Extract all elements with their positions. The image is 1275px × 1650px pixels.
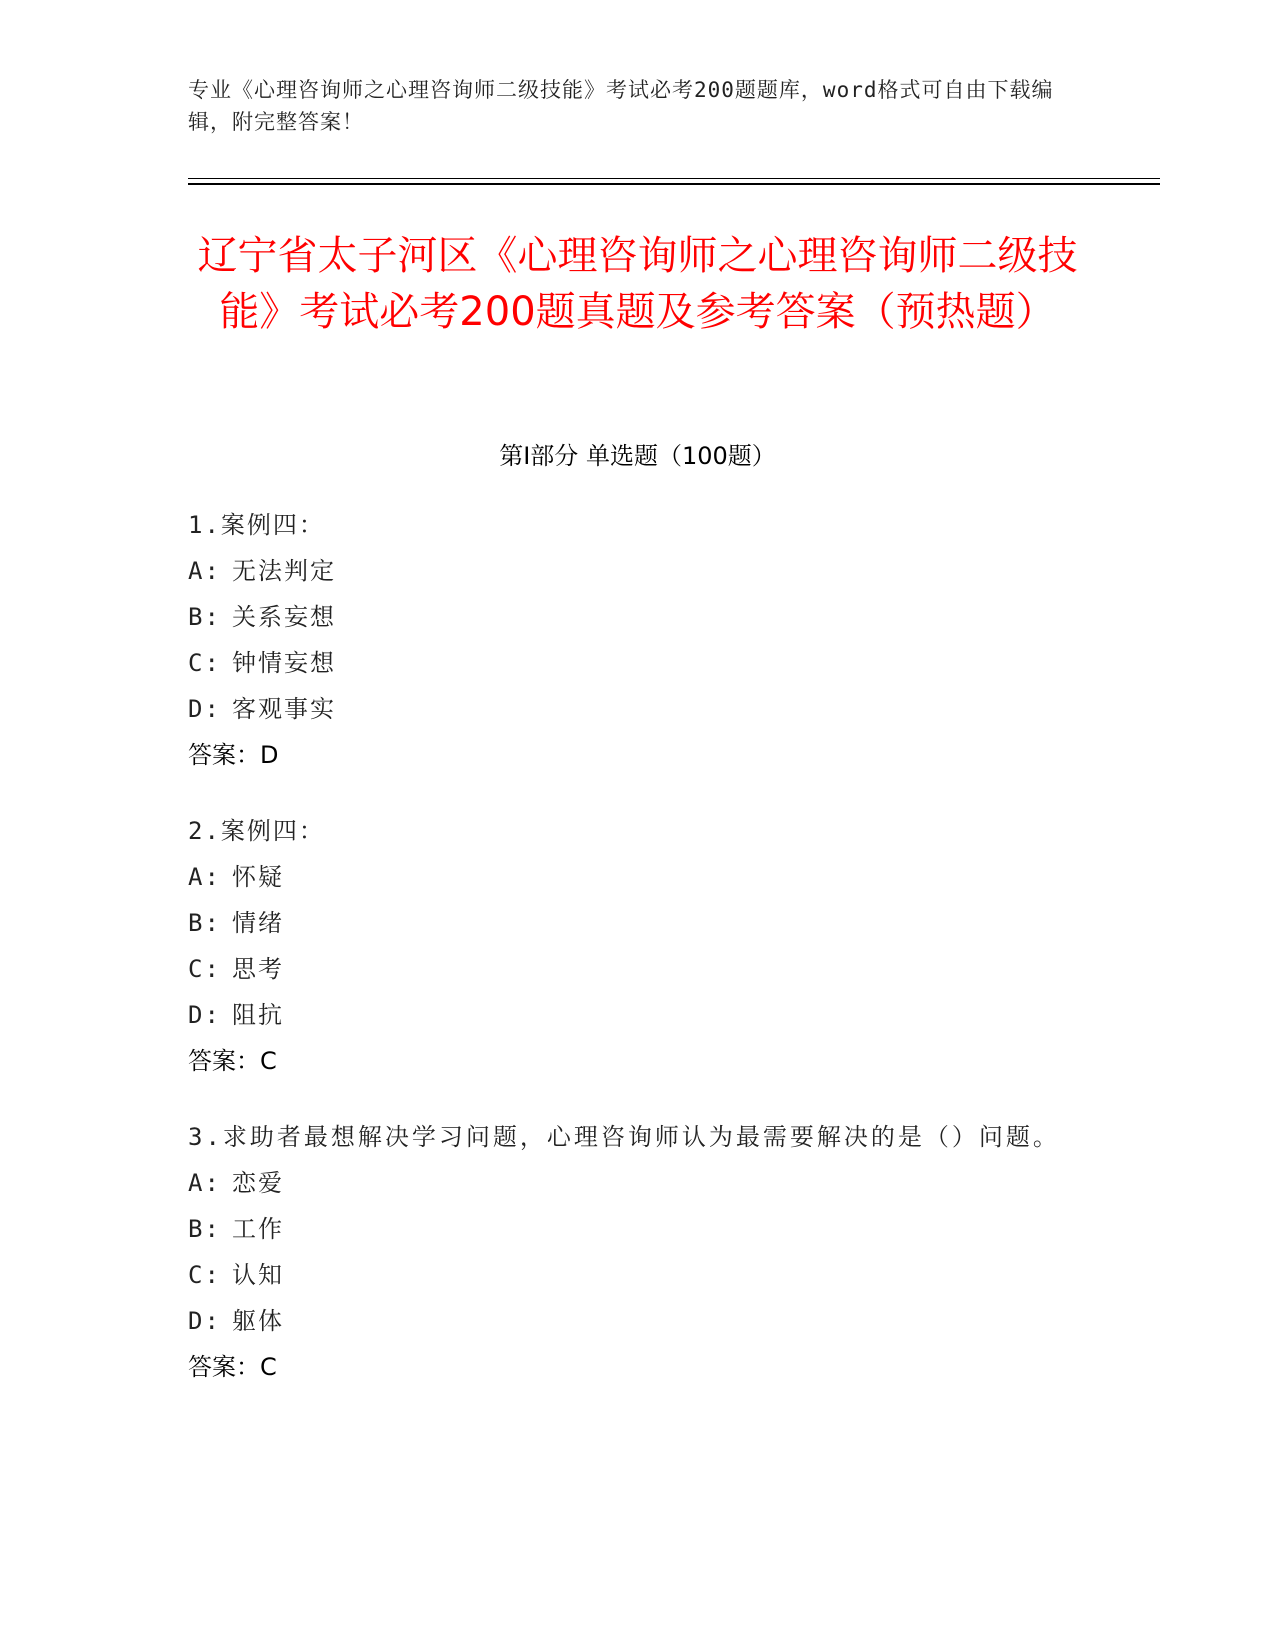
option-letter: A: [188, 1169, 221, 1197]
option-b [188, 900, 1068, 946]
option-text: 情绪 [232, 909, 284, 937]
option-c [188, 1252, 1068, 1298]
option-letter: D: [188, 1001, 221, 1029]
option-text: 阻抗 [232, 1001, 284, 1029]
question-3 [188, 1114, 1068, 1390]
option-text: 思考 [232, 955, 284, 983]
option-letter: C: [188, 649, 221, 677]
answer-line: 答案：C [188, 1353, 277, 1381]
option-text: 躯体 [232, 1307, 284, 1335]
option-text: 恋爱 [232, 1169, 284, 1197]
header-note: 专业《心理咨询师之心理咨询师二级技能》考试必考200题题库，word格式可自由下载编辑，附完整答案！ [188, 78, 1054, 134]
option-letter: D: [188, 695, 221, 723]
question-1 [188, 502, 1068, 778]
header-rule-thick [188, 183, 1160, 185]
option-d [188, 686, 1068, 732]
option-c [188, 640, 1068, 686]
option-text: 钟情妄想 [232, 649, 336, 677]
option-text: 客观事实 [232, 695, 336, 723]
option-text: 关系妄想 [232, 603, 336, 631]
option-letter: C: [188, 1261, 221, 1289]
option-a [188, 854, 1068, 900]
option-letter: B: [188, 603, 221, 631]
option-b [188, 1206, 1068, 1252]
section-heading: 第I部分 单选题（100题） [499, 442, 776, 470]
answer-line: 答案：C [188, 1047, 277, 1075]
option-letter: A: [188, 863, 221, 891]
option-text: 无法判定 [232, 557, 336, 585]
answer-line: 答案：D [188, 741, 279, 769]
question-2 [188, 808, 1068, 1084]
document-title: 辽宁省太子河区《心理咨询师之心理咨询师二级技能》考试必考200题真题及参考答案（预热题） [197, 233, 1078, 335]
option-d [188, 1298, 1068, 1344]
question-stem: 1.案例四： [188, 511, 325, 539]
option-a [188, 1160, 1068, 1206]
option-c [188, 946, 1068, 992]
option-letter: A: [188, 557, 221, 585]
option-letter: B: [188, 909, 221, 937]
question-stem: 2.案例四： [188, 817, 325, 845]
question-stem: 3.求助者最想解决学习问题，心理咨询师认为最需要解决的是（）问题。 [188, 1123, 1060, 1151]
option-letter: B: [188, 1215, 221, 1243]
option-b [188, 594, 1068, 640]
option-letter: D: [188, 1307, 221, 1335]
option-letter: C: [188, 955, 221, 983]
option-text: 认知 [232, 1261, 284, 1289]
option-text: 怀疑 [232, 863, 284, 891]
option-text: 工作 [232, 1215, 284, 1243]
option-a [188, 548, 1068, 594]
header-rule-thin [188, 178, 1160, 179]
option-d [188, 992, 1068, 1038]
